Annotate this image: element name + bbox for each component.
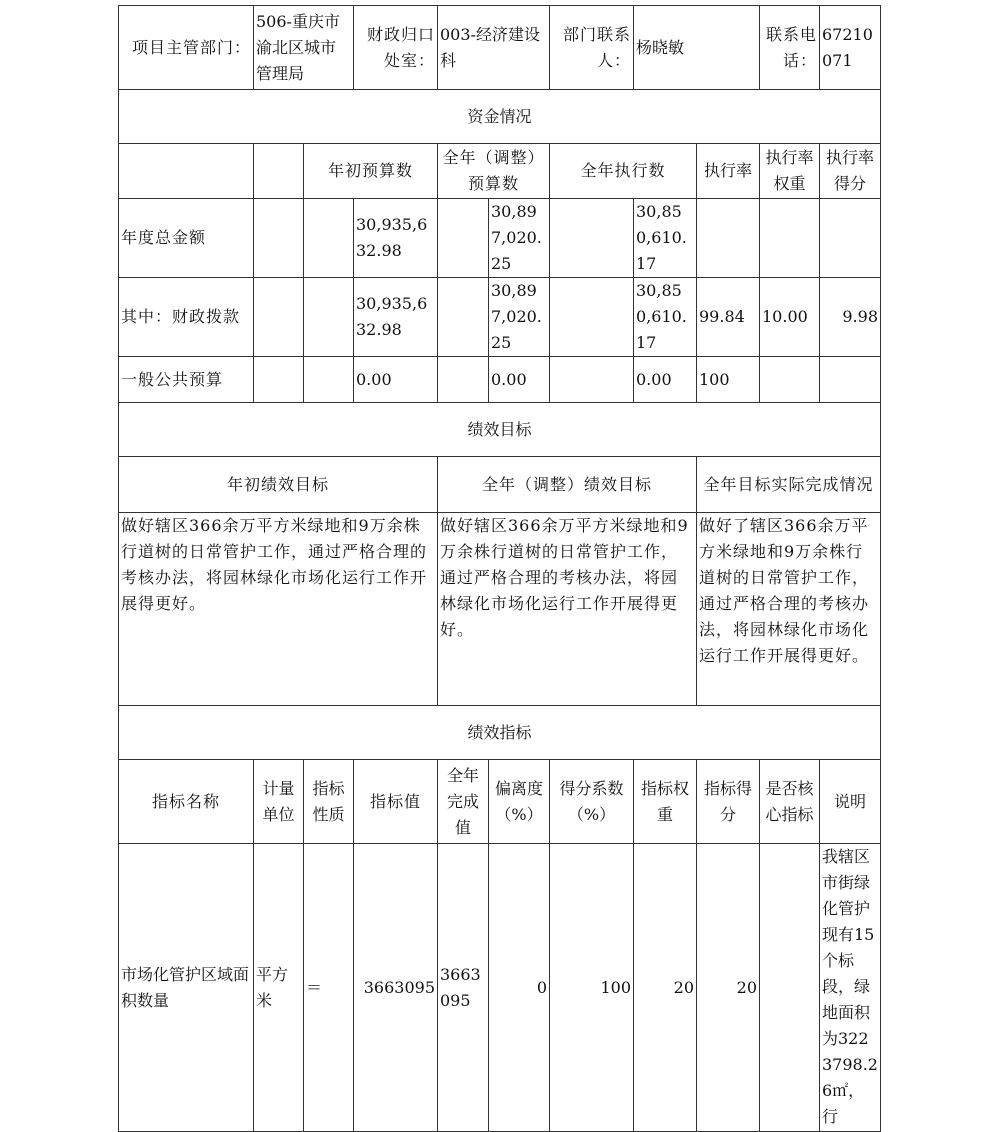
indicators-header-row	[119, 760, 881, 844]
funds-header-adjusted: 全年（调整）预算数	[438, 144, 550, 199]
funds-header-initial: 年初预算数	[304, 144, 438, 199]
contact-value: 杨晓敏	[634, 6, 760, 90]
goals-header-adjusted: 全年（调整）绩效目标	[438, 457, 697, 513]
ind-header-note: 说明	[820, 760, 881, 844]
funds-row-score: 9.98	[820, 278, 881, 357]
phone-value: 67210071	[820, 6, 881, 90]
funds-row-label: 一般公共预算	[119, 357, 254, 403]
funds-row-label: 年度总金额	[119, 199, 254, 278]
empty-cell	[254, 278, 304, 357]
empty-cell	[254, 199, 304, 278]
ind-header-name: 指标名称	[119, 760, 254, 844]
ind-row-weight: 20	[634, 844, 697, 1132]
goals-header-row	[119, 457, 881, 513]
funds-row	[119, 278, 881, 357]
funds-row-rate	[697, 199, 760, 278]
empty-cell	[550, 357, 634, 403]
ind-row-deviation: 0	[489, 844, 550, 1132]
indicators-section-title: 绩效指标	[119, 706, 881, 760]
funds-row	[119, 357, 881, 403]
funds-row	[119, 199, 881, 278]
ind-header-unit: 计量单位	[254, 760, 304, 844]
goals-actual-text: 做好了辖区366余万平方米绿地和9万余株行道树的日常管护工作，通过严格合理的考核办法，将园林绿化市场化运行工作开展得更好。	[697, 513, 881, 706]
ind-header-weight: 指标权重	[634, 760, 697, 844]
indicators-title-row	[119, 706, 881, 760]
empty-cell	[438, 278, 489, 357]
goals-header-actual: 全年目标实际完成情况	[697, 457, 881, 513]
funds-header-rate: 执行率	[697, 144, 760, 199]
ind-header-core: 是否核心指标	[760, 760, 820, 844]
empty-cell	[438, 357, 489, 403]
performance-table	[118, 5, 881, 1132]
empty-cell	[550, 199, 634, 278]
funds-row-adjusted: 0.00	[489, 357, 550, 403]
funds-header-blank	[119, 144, 254, 199]
empty-cell	[550, 278, 634, 357]
funds-row-executed: 0.00	[634, 357, 697, 403]
goals-content-row	[119, 513, 881, 706]
funds-section-title: 资金情况	[119, 90, 881, 144]
funds-header-blank	[254, 144, 304, 199]
empty-cell	[304, 278, 354, 357]
ind-row-score: 20	[697, 844, 760, 1132]
goals-title-row	[119, 403, 881, 457]
funds-header-executed: 全年执行数	[550, 144, 697, 199]
funds-header-score: 执行率得分	[820, 144, 881, 199]
ind-row-completed: 3663095	[438, 844, 489, 1132]
funds-row-rate: 100	[697, 357, 760, 403]
ind-header-nature: 指标性质	[304, 760, 354, 844]
ind-header-score: 指标得分	[697, 760, 760, 844]
indicator-row	[119, 844, 881, 1132]
funds-row-score	[820, 357, 881, 403]
ind-row-note: 我辖区市街绿化管护现有15个标段，绿地面积为3223798.26㎡，行	[820, 844, 881, 1132]
funds-row-weight	[760, 357, 820, 403]
finance-value: 003-经济建设科	[438, 6, 550, 90]
ind-row-value: 3663095	[354, 844, 438, 1132]
contact-label: 部门联系人：	[550, 6, 634, 90]
funds-row-label: 其中：财政拨款	[119, 278, 254, 357]
goals-section-title: 绩效目标	[119, 403, 881, 457]
ind-row-unit: 平方米	[254, 844, 304, 1132]
ind-row-name: 市场化管护区域面积数量	[119, 844, 254, 1132]
empty-cell	[304, 357, 354, 403]
phone-label: 联系电话：	[760, 6, 820, 90]
funds-row-weight: 10.00	[760, 278, 820, 357]
funds-row-score	[820, 199, 881, 278]
ind-header-coefficient: 得分系数（%）	[550, 760, 634, 844]
ind-header-value: 指标值	[354, 760, 438, 844]
goals-initial-text: 做好辖区366余万平方米绿地和9万余株行道树的日常管护工作，通过严格合理的考核办法，将园林绿化市场化运行工作开展得更好。	[119, 513, 438, 706]
dept-label: 项目主管部门：	[119, 6, 254, 90]
funds-row-executed: 30,850,610.17	[634, 199, 697, 278]
ind-row-coefficient: 100	[550, 844, 634, 1132]
funds-row-weight	[760, 199, 820, 278]
goals-header-initial: 年初绩效目标	[119, 457, 438, 513]
ind-header-deviation: 偏离度（%）	[489, 760, 550, 844]
empty-cell	[438, 199, 489, 278]
ind-row-nature: ＝	[304, 844, 354, 1132]
ind-row-core	[760, 844, 820, 1132]
funds-row-initial: 0.00	[354, 357, 438, 403]
funds-row-adjusted: 30,897,020.25	[489, 199, 550, 278]
funds-row-executed: 30,850,610.17	[634, 278, 697, 357]
ind-header-completed: 全年完成值	[438, 760, 489, 844]
empty-cell	[304, 199, 354, 278]
funds-row-initial: 30,935,632.98	[354, 278, 438, 357]
goals-adjusted-text: 做好辖区366余万平方米绿地和9万余株行道树的日常管护工作，通过严格合理的考核办法，将园林绿化市场化运行工作开展得更好。	[438, 513, 697, 706]
funds-header-weight: 执行率权重	[760, 144, 820, 199]
funds-row-adjusted: 30,897,020.25	[489, 278, 550, 357]
finance-label: 财政归口处室：	[354, 6, 438, 90]
funds-title-row	[119, 90, 881, 144]
empty-cell	[254, 357, 304, 403]
funds-header-row	[119, 144, 881, 199]
header-row	[119, 6, 881, 90]
dept-value: 506-重庆市渝北区城市管理局	[254, 6, 354, 90]
funds-row-rate: 99.84	[697, 278, 760, 357]
funds-row-initial: 30,935,632.98	[354, 199, 438, 278]
